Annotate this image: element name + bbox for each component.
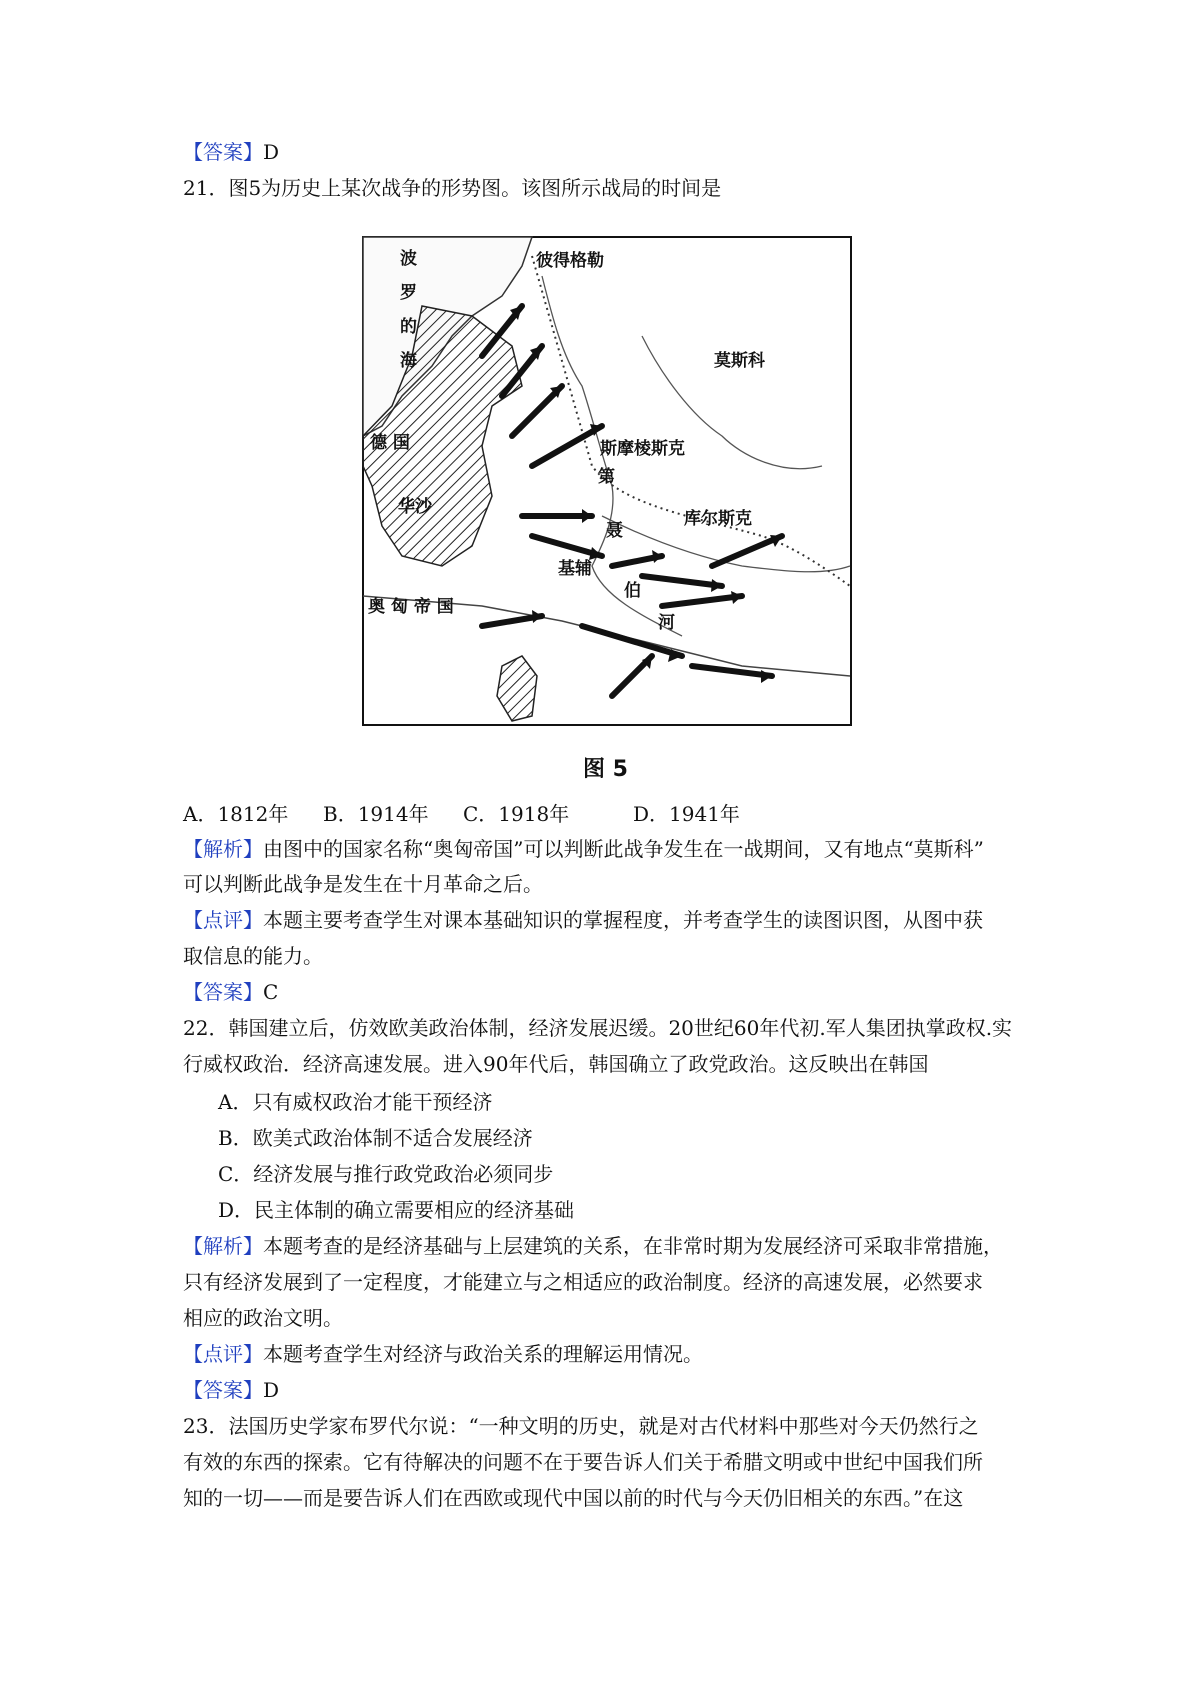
analysis-tag: 【解析】 (183, 1234, 263, 1258)
analysis-q22-line2: 只有经济发展到了一定程度，才能建立与之相适应的政治制度。经济的高速发展，必然要求 (183, 1270, 983, 1294)
comment-text: 本题主要考查学生对课本基础知识的掌握程度，并考查学生的读图识图，从图中获 (263, 908, 983, 932)
analysis-text: 本题考查的是经济基础与上层建筑的关系，在非常时期为发展经济可采取非常措施， (263, 1234, 1003, 1258)
comment-tag: 【点评】 (183, 1342, 263, 1366)
option-d: D．民主体制的确立需要相应的经济基础 (218, 1198, 575, 1222)
comment-q21-line1 (183, 906, 983, 934)
answer-line-q22 (183, 1376, 279, 1404)
option-b: B．1914年 (323, 802, 429, 826)
answer-value: D (263, 140, 280, 164)
option-c: C．经济发展与推行政党政治必须同步 (218, 1162, 554, 1186)
map-label-sea-4: 海 (400, 351, 417, 371)
option-b: B．欧美式政治体制不适合发展经济 (218, 1126, 533, 1150)
map-label-petrograd: 彼得格勒 (536, 251, 604, 271)
option-a: A．只有威权政治才能干预经济 (218, 1090, 493, 1114)
comment-q21-line2: 取信息的能力。 (183, 944, 323, 968)
map-label-dnieper-3: 伯 (624, 581, 641, 601)
option-c: C．1918年 (463, 802, 570, 826)
question-21-stem: 21．图5为历史上某次战争的形势图。该图所示战局的时间是 (183, 176, 722, 200)
option-a: A．1812年 (183, 802, 289, 826)
map-label-warsaw: 华沙 (398, 497, 432, 517)
question-23-stem-line2: 有效的东西的探索。它有待解决的问题不在于要告诉人们关于希腊文明或中世纪中国我们所 (183, 1450, 983, 1474)
answer-value: C (263, 980, 279, 1004)
answer-line-q20 (183, 138, 279, 166)
map-label-moscow: 莫斯科 (714, 351, 765, 371)
map-label-austria-hungary: 奥 匈 帝 国 (368, 597, 454, 617)
comment-tag: 【点评】 (183, 908, 263, 932)
map-label-dnieper-4: 河 (658, 613, 675, 633)
question-23-stem-line1: 23．法国历史学家布罗代尔说：“一种文明的历史，就是对古代材料中那些对今天仍然行之 (183, 1414, 979, 1438)
question-23-stem-line3: 知的一切——而是要告诉人们在西欧或现代中国以前的时代与今天仍旧相关的东西。”在这 (183, 1486, 964, 1510)
comment-q22-line1 (183, 1340, 703, 1368)
map-label-germany: 德 国 (370, 433, 410, 453)
analysis-text: 由图中的国家名称“奥匈帝国”可以判断此战争发生在一战期间，又有地点“莫斯科” (263, 837, 984, 861)
analysis-q21-line2: 可以判断此战争是发生在十月革命之后。 (183, 872, 543, 896)
answer-tag: 【答案】 (183, 980, 263, 1004)
question-22-stem-line1: 22．韩国建立后，仿效欧美政治体制，经济发展迟缓。20世纪60年代初.军人集团执掌政权.实 (183, 1016, 1013, 1040)
map-label-dnieper-1: 第 (598, 467, 615, 487)
war-situation-map (362, 236, 852, 726)
analysis-q22-line3: 相应的政治文明。 (183, 1306, 343, 1330)
figure-caption: 图 5 (583, 757, 628, 782)
analysis-tag: 【解析】 (183, 837, 263, 861)
map-label-sea-2: 罗 (400, 283, 417, 303)
analysis-q21-line1 (183, 835, 984, 863)
answer-tag: 【答案】 (183, 140, 263, 164)
option-d: D．1941年 (633, 802, 740, 826)
map-label-sea-3: 的 (400, 317, 417, 337)
analysis-q22-line1 (183, 1232, 1003, 1260)
map-label-dnieper-2: 聂 (606, 521, 623, 541)
map-label-kursk: 库尔斯克 (684, 509, 752, 529)
map-label-sea-1: 波 (400, 249, 417, 269)
answer-line-q21 (183, 978, 278, 1006)
map-label-kiev: 基辅 (558, 559, 592, 579)
comment-text: 本题考查学生对经济与政治关系的理解运用情况。 (263, 1342, 703, 1366)
map-label-smolensk: 斯摩棱斯克 (600, 439, 685, 459)
answer-tag: 【答案】 (183, 1378, 263, 1402)
answer-value: D (263, 1378, 280, 1402)
question-22-stem-line2: 行威权政治．经济高速发展。进入90年代后，韩国确立了政党政治。这反映出在韩国 (183, 1052, 929, 1076)
